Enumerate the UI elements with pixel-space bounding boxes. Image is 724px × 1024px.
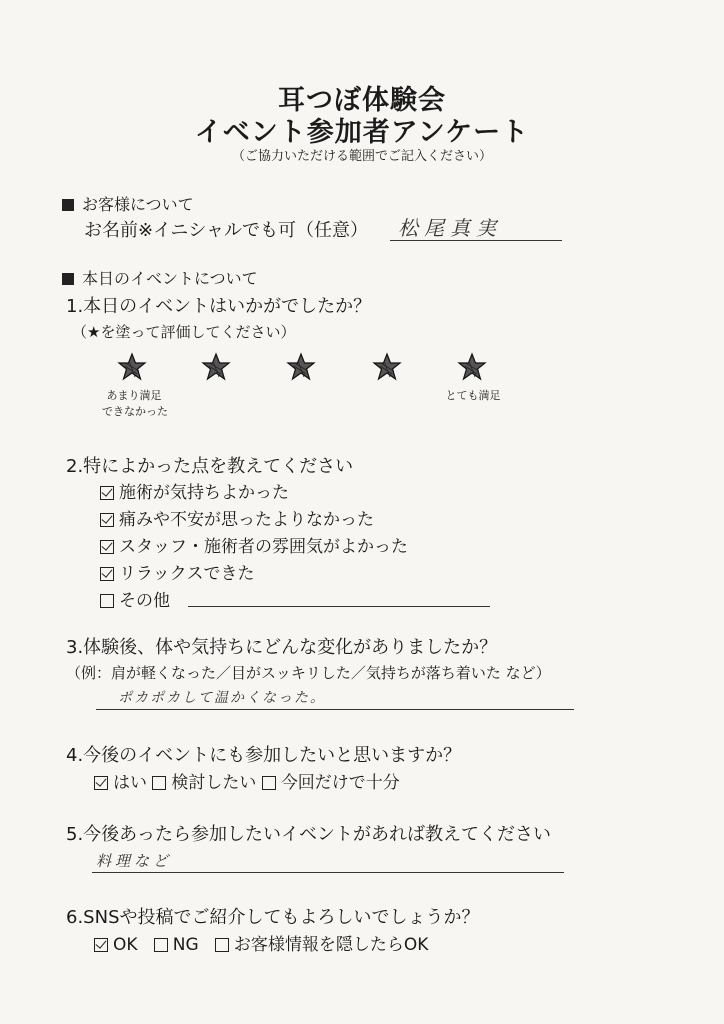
rating-star-1[interactable]: [117, 352, 147, 382]
name-value[interactable]: 松尾真実: [398, 216, 502, 240]
name-underline: [390, 240, 562, 241]
q6-option-ng[interactable]: NG: [154, 935, 199, 955]
q3-example: （例：肩が軽くなった／目がスッキリした／気持ちが落ち着いた など）: [66, 664, 551, 682]
q4-label: 4.今後のイベントにも参加したいと思いますか？: [66, 745, 462, 766]
rating-star-5[interactable]: [457, 352, 487, 382]
rating-low-label: あまり満足 できなかった: [102, 389, 168, 418]
rating-star-3[interactable]: [286, 352, 316, 382]
checkbox-checked-icon[interactable]: [94, 938, 108, 952]
q6-options: [94, 930, 428, 955]
checkbox-checked-icon[interactable]: [100, 567, 114, 581]
q1-instruction: （★を塗って評価してください）: [72, 323, 296, 341]
q6-option-ok[interactable]: OK: [94, 935, 138, 955]
q6-option-hide-info[interactable]: お客様情報を隠したらOK: [215, 935, 429, 955]
rating-star-2[interactable]: [201, 352, 231, 382]
event-section-header: 本日のイベントについて: [62, 266, 258, 289]
q3-answer-underline: [96, 709, 574, 710]
q2-label: 2.特によかった点を教えてください: [66, 456, 354, 477]
q5-answer[interactable]: 料理など: [96, 852, 173, 870]
q5-label: 5.今後あったら参加したいイベントがあれば教えてください: [66, 824, 551, 845]
checkbox-checked-icon[interactable]: [100, 513, 114, 527]
q2-option-3[interactable]: スタッフ・施術者の雰囲気がよかった: [100, 532, 408, 557]
customer-section-header: お客様について: [62, 192, 194, 215]
q2-option-4[interactable]: リラックスできた: [100, 559, 255, 584]
q5-answer-underline: [92, 872, 564, 873]
checkbox-empty-icon[interactable]: [100, 594, 114, 608]
survey-note: （ご協力いただける範囲でご記入ください）: [231, 149, 492, 164]
checkbox-checked-icon[interactable]: [100, 540, 114, 554]
checkbox-empty-icon[interactable]: [152, 776, 166, 790]
q2-other-underline: [188, 606, 490, 607]
q2-option-2[interactable]: 痛みや不安が思ったよりなかった: [100, 505, 374, 530]
section-square-icon: [62, 199, 74, 211]
name-label: お名前※イニシャルでも可（任意）: [84, 220, 369, 241]
q3-label: 3.体験後、体や気持ちにどんな変化がありましたか？: [66, 637, 498, 658]
survey-title-line2: イベント参加者アンケート: [194, 117, 530, 148]
checkbox-checked-icon[interactable]: [100, 486, 114, 500]
rating-star-4[interactable]: [372, 352, 402, 382]
q1-label: 1.本日のイベントはいかがでしたか？: [66, 296, 372, 317]
checkbox-empty-icon[interactable]: [215, 938, 229, 952]
checkbox-empty-icon[interactable]: [262, 776, 276, 790]
q4-options: [94, 768, 400, 793]
rating-high-label: とても満足: [445, 389, 501, 402]
survey-title-line1: 耳つぼ体験会: [278, 85, 446, 116]
checkbox-empty-icon[interactable]: [154, 938, 168, 952]
q2-option-5[interactable]: その他: [100, 586, 170, 611]
section-square-icon: [62, 273, 74, 285]
q6-label: 6.SNSや投稿でご紹介してもよろしいでしょうか？: [66, 907, 480, 928]
q4-option-2[interactable]: 検討したい: [152, 773, 256, 793]
q4-option-3[interactable]: 今回だけで十分: [262, 773, 400, 793]
q3-answer[interactable]: ポカポカして温かくなった。: [118, 690, 326, 706]
q2-option-1[interactable]: 施術が気持ちよかった: [100, 478, 289, 503]
checkbox-checked-icon[interactable]: [94, 776, 108, 790]
q4-option-1[interactable]: はい: [94, 773, 147, 793]
